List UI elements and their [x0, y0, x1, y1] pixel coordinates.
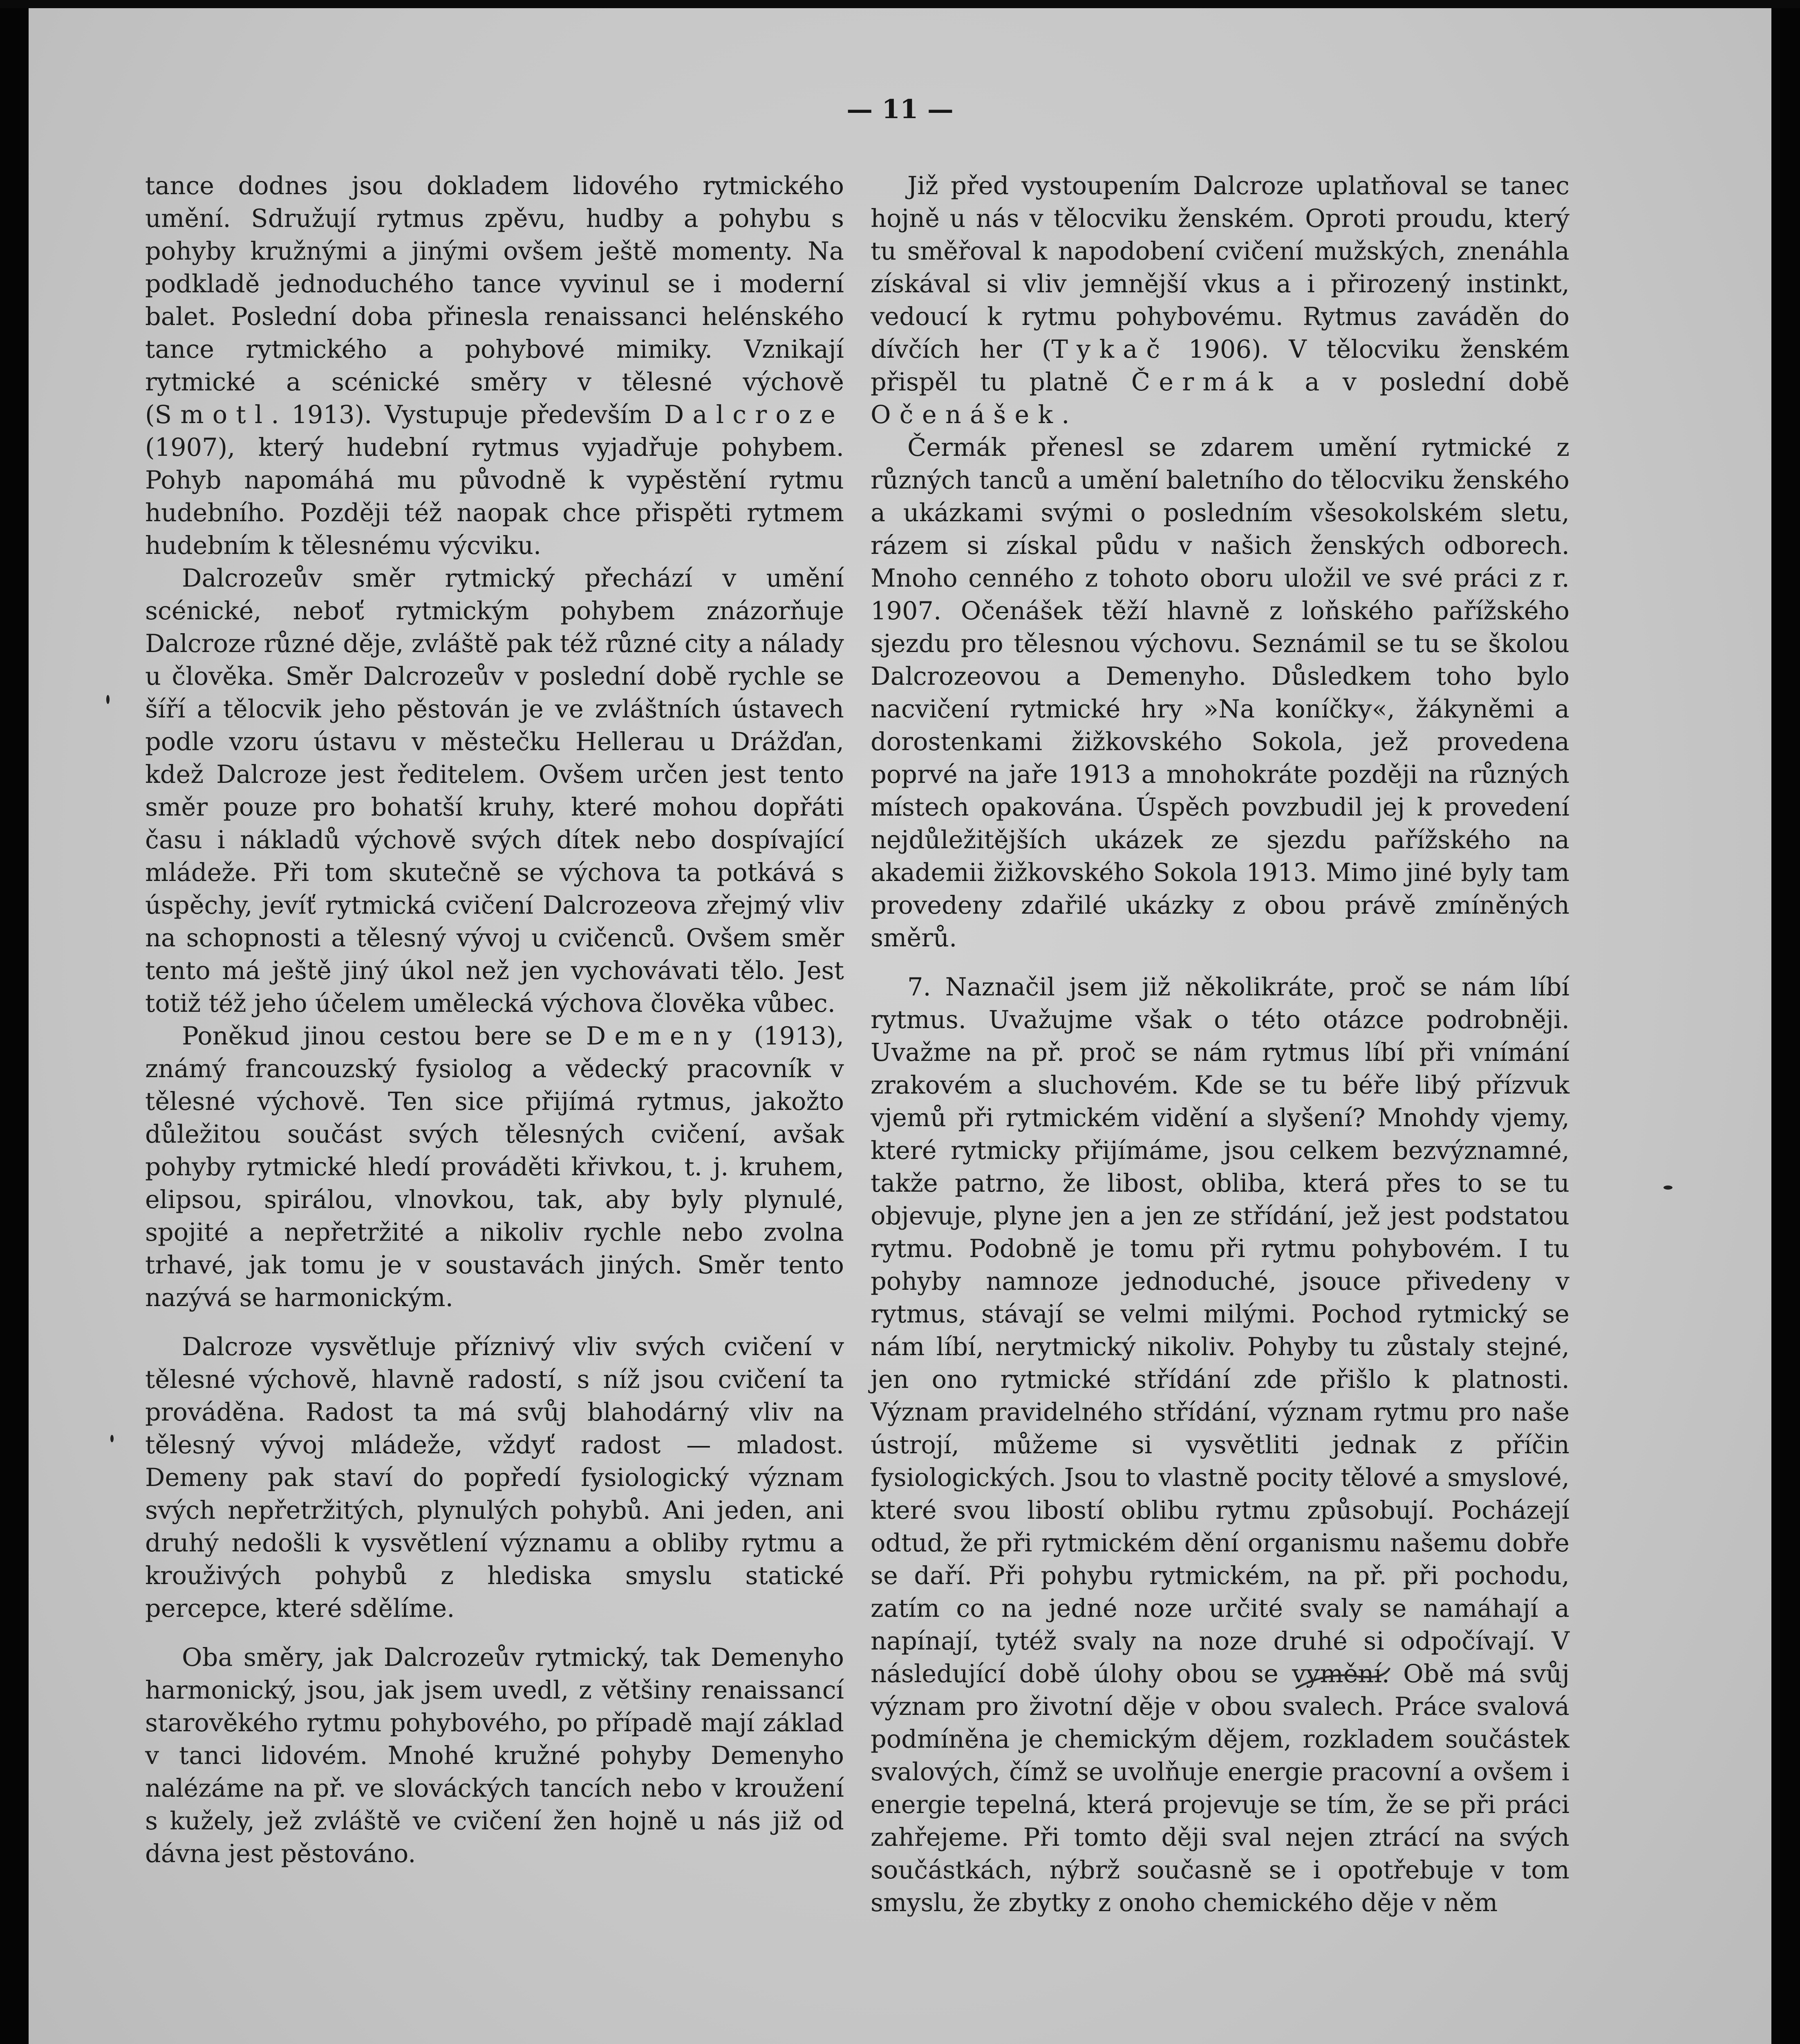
- author-name: Očenášek: [871, 401, 1062, 429]
- paragraph: Oba směry, jak Dalcrozeův rytmický, tak Demenyho harmonický, jsou, jak jsem uvedl, z většiny renaissancí starověkého rytmu pohybového, po případě mají základ v tanci lidovém. Mnohé kružné pohyby Demenyho nalézáme na př. ve slováckých tancích nebo v kroužení s kužely, jež zvláště ve cvičení žen hojně u nás již od dávna jest pěstováno.: [145, 1643, 844, 1868]
- author-name: Dalcroze: [664, 401, 844, 429]
- text-run: 1906). V tělocviku ženském přispěl tu platně: [871, 335, 1570, 397]
- scan-speck: [1663, 1186, 1672, 1190]
- author-name: Tykač: [1051, 335, 1169, 364]
- paragraph: [871, 170, 1569, 431]
- paragraph: [145, 170, 844, 562]
- text-run: a v poslední době: [1281, 368, 1569, 397]
- text-run: Již před vystoupením Dalcroze uplatňoval se tanec hojně u nás v tělocviku ženském. Oproti proudu, který tu směřoval k napodobení cvičení mužských, znenáhla získával si vliv jemnější vkus a i přirozený instinkt, vedoucí k rytmu pohybovému. Rytmus zaváděn do dívčích her (: [871, 172, 1569, 364]
- text-run: tance dodnes jsou dokladem lidového rytmického umění. Sdružují rytmus zpěvu, hudby a pohybu s pohyby kružnými a jinými ovšem ještě momenty. Na podkladě jednoduchého tance vyvinul se i moderní balet. Poslední doba přinesla renaissanci helénského tance rytmického a pohybové mimiky. Vznikají rytmické a scénické směry v tělesné výchově (: [145, 172, 844, 429]
- page-number: — 11 —: [846, 94, 954, 125]
- text-run: (1913), známý francouzský fysiolog a vědecký pracovník v tělesné výchově. Ten sice přijímá rytmus, jakožto důležitou součást svých tělesných cvičení, avšak pohyby rytmické hledí prováděti křivkou, t. j. kruhem, elipsou, spirálou, vlnovkou, tak, aby byly plynulé, spojité a nepřetržité a nikoliv rychle nebo zvolna trhavé, jak tomu je v soustavách jiných. Směr tento nazývá se harmonickým.: [145, 1022, 844, 1312]
- scan-border: [0, 0, 1800, 8]
- scan-speck: [110, 1435, 114, 1442]
- paragraph: Čermák přenesl se zdarem umění rytmické z různých tanců a umění baletního do tělocviku ženského a ukázkami svými o posledním všesokolském sletu, rázem si získal půdu v našich ženských odborech. Mnoho cenného z tohoto oboru uložil ve své práci z r. 1907. Očenášek těží hlavně z loňského pařížského sjezdu pro tělesnou výchovu. Seznámil se tu se školou Dalcrozeovou a Demenyho. Důsledkem toho bylo nacvičení rytmické hry »Na koníčky«, žákyněmi a dorostenkami žižkovského Sokola, jež provedena poprvé na jaře 1913 a mnohokráte později na různých místech opakována. Úspěch povzbudil jej k provedení nejdůležitějších ukázek ze sjezdu pařížského na akademii žižkovského Sokola 1913. Mimo jiné byly tam provedeny zdařilé ukázky z obou právě zmíněných směrů.: [871, 433, 1569, 953]
- text-run: . 1913). Vystupuje především: [271, 401, 664, 429]
- paragraph: 7. Naznačil jsem již několikráte, proč se nám líbí rytmus. Uvažujme však o této otázce podrobněji. Uvažme na př. proč se nám rytmus líbí při vnímání zrakovém a sluchovém. Kde se tu béře libý přízvuk vjemů při rytmickém vidění a slyšení? Mnohdy vjemy, které rytmicky přijímáme, jsou celkem bezvýznamné, takže patrno, že libost, obliba, která přes to se tu objevuje, plyne jen a jen ze střídání, jež jest podstatou rytmu. Podobně je tomu při rytmu pohybovém. I tu pohyby namnoze jednoduché, jsouce přivedeny v rytmus, stávají se velmi milými. Pochod rytmický se nám líbí, nerytmický nikoliv. Pohyby tu zůstaly stejné, jen ono rytmické střídání zde přišlo k platnosti. Význam pravidelného střídání, význam rytmu pro naše ústrojí, můžeme si vysvětliti jednak z příčin fysiologických. Jsou to vlastně pocity tělové a smyslové, které svou libostí oblibu rytmu způsobují. Pocházejí odtud, že při rytmickém dění organismu našemu dobře se daří. Při pohybu rytmickém, na př. při pochodu, zatím co na jedné noze určité svaly se namáhají a napínají, tytéž svaly na noze druhé si odpočívají. V následující době úlohy obou se vymění. Obě má svůj význam pro životní děje v obou svalech. Práce svalová podmíněna je chemickým dějem, rozkladem součástek svalových, čímž se uvolňuje energie pracovní a ovšem i energie tepelná, která projevuje se tím, že se při práci zahřejeme. Při tomto ději sval nejen ztrácí na svých součástkách, nýbrž současně se i opotřebuje v tom smyslu, že zbytky z onoho chemického děje v něm: [871, 973, 1569, 1917]
- paragraph: Dalcroze vysvětluje příznivý vliv svých cvičení v tělesné výchově, hlavně radostí, s níž jsou cvičení ta prováděna. Radost ta má svůj blahodárný vliv na tělesný vývoj mládeže, vždyť radost — mladost. Demeny pak staví do popředí fysiologický význam svých nepřetržitých, plynulých pohybů. Ani jeden, ani druhý nedošli k vysvětlení významu a obliby rytmu a krouživých pohybů z hlediska smyslu statické percepce, které sdělíme.: [145, 1333, 844, 1623]
- author-name: Čermák: [1131, 368, 1282, 397]
- paragraph: Dalcrozeův směr rytmický přechází v umění scénické, neboť rytmickým pohybem znázorňuje Dalcroze různé děje, zvláště pak též různé city a nálady u člověka. Směr Dalcrozeův v poslední době rychle se šíří a tělocvik jeho pěstován je ve zvláštních ústavech podle vzoru ústavu v městečku Hellerau u Drážďan, kdež Dalcroze jest ředitelem. Ovšem určen jest tento směr pouze pro bohatší kruhy, které mohou dopřáti času i nákladů výchově svých dítek nebo dospívající mládeže. Při tom skutečně se výchova ta potkává s úspěchy, jevíť rytmická cvičení Dalcrozeova zřejmý vliv na schopnosti a tělesný vývoj u cvičenců. Ovšem směr tento má ještě jiný úkol než jen vychovávati tělo. Jest totiž též jeho účelem umělecká výchova člověka vůbec.: [145, 564, 844, 1018]
- text-run: (1907), který hudební rytmus vyjadřuje pohybem. Pohyb napomáhá mu původně k vypěstění rytmu hudebního. Později též naopak chce přispěti rytmem hudebním k tělesnému výcviku.: [145, 433, 844, 560]
- text-run: Poněkud jinou cestou bere se: [182, 1022, 586, 1051]
- scan-speck: [106, 695, 110, 704]
- book-page: [29, 8, 1771, 2044]
- paragraph: [145, 1020, 844, 1314]
- right-text-column: [871, 170, 1569, 1919]
- left-text-column: [145, 170, 844, 1870]
- author-name: Smotl: [154, 401, 271, 429]
- pencil-annotation-mark: [1294, 1664, 1392, 1697]
- author-name: Demeny: [586, 1022, 741, 1051]
- text-run: .: [1061, 401, 1070, 429]
